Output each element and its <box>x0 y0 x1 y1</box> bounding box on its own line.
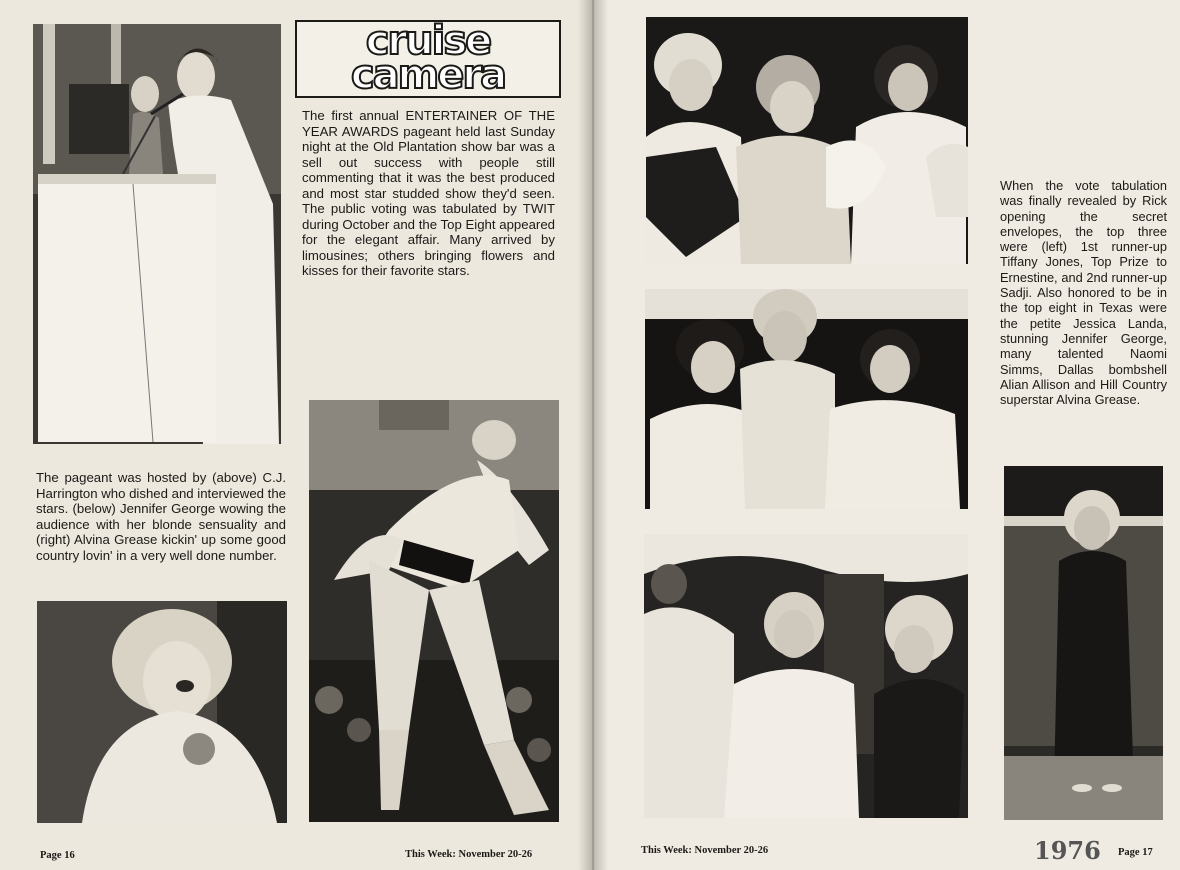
masthead-line-1: cruise <box>365 18 491 64</box>
right-page-number: Page 17 <box>1118 847 1153 858</box>
photo-performer-on-stage <box>1004 466 1163 820</box>
winners-caption: When the vote tabulation was finally revealed by Rick opening the secret envelopes, the top three were (left) 1st runner-up Tiffany Jones, Top Prize to Ernestine, and 2nd runner-up Sadji. Also honored to be in the top eight in Texas were the petite Jessica Landa, stunning Jennifer George, many talented Naomi Simms, Dallas bombshell Alian Allison and Hill Country superstar Alvina Grease. <box>1000 178 1167 408</box>
intro-article-text: The first annual ENTERTAINER OF THE YEAR AWARDS pageant held last Sunday night at the Old Plantation show bar was a sell out success with people still commenting that it was the best produced and most star studded show they'd seen. The public voting was tabulated by TWIT during October and the Top Eight appeared for the elegant affair. Many arrived by limousines; others bringing flowers and kisses for their favorite stars. <box>302 108 555 278</box>
right-issue-date: This Week: November 20-26 <box>641 845 769 856</box>
cruise-camera-masthead <box>295 20 561 98</box>
year-stamp: 1976 <box>1034 836 1101 865</box>
page-gutter <box>578 0 608 870</box>
left-issue-date: This Week: November 20-26 <box>405 849 533 860</box>
photo-winners-celebrating <box>644 534 968 818</box>
photo-alvina-grease-performing <box>309 400 559 822</box>
photo-ernestine-crowned <box>645 289 968 509</box>
photo-top-three-winners <box>646 17 968 264</box>
masthead-line-2: camera <box>350 52 506 98</box>
photo-host-at-podium <box>33 24 281 444</box>
photo-jennifer-george <box>37 601 287 823</box>
host-photo-caption: The pageant was hosted by (above) C.J. Harrington who dished and interviewed the stars. (below) Jennifer George wowing the audience with her blonde sensuality and (right) Alvina Grease kickin' up some good country lovin' in a very well done number. <box>36 470 286 563</box>
left-page-number: Page 16 <box>40 850 75 861</box>
